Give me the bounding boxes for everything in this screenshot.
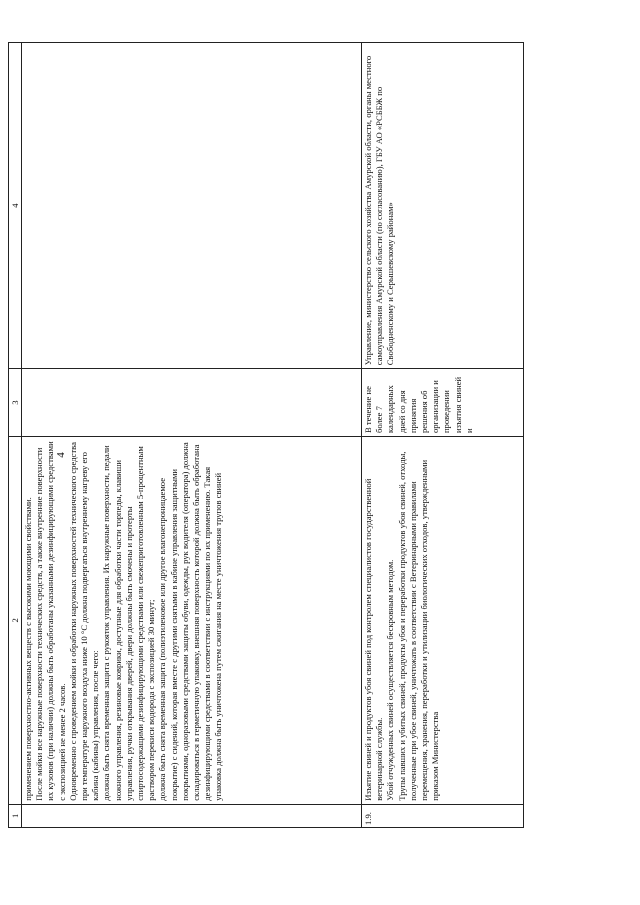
description-paragraph: должна быть снята временная защита (полиэтиленовое или другое влагонепроницаемое покрытие) с сидений, которая вместе с другими снятыми в кабине управления защитными покрытиями, одноразовыми средствами защиты обуви, одежды, рук водителя (оператора) должна складироваться в герметичную упаковку, внешняя поверхность которой должна быть обработана дезинфицирующими средствами в соответствии с инструкциями по их применению. Такая упаковка должна быть уничтожена путем сжигания на месте уничтожения трупов свиней	[157, 442, 224, 801]
description-paragraph: применением поверхностно-активных веществ с высокими моющими свойствами.	[23, 497, 33, 801]
table-row	[22, 43, 362, 828]
row-number: 1.9.	[362, 804, 524, 827]
description-paragraph: После мойки все наружные поверхности технических средств, а также внутренние поверхности их кузовов (при наличии) должны быть обработаны указанными дезинфицирующими средствами с экспозицией не менее 2 часов.	[34, 441, 67, 801]
measure-description	[22, 437, 362, 805]
responsible-cell	[22, 43, 362, 369]
description-paragraph: Изъятие свиней и продуктов убоя свиней под контролем специалистов государственной ветеринарной службы.	[363, 478, 385, 801]
deadline-cell	[22, 369, 362, 437]
page-number: 4	[54, 452, 67, 458]
responsible-cell: Управление, министерство сельского хозяйства Амурской области, органы местного самоуправления Амурской области (по согласованию), ГБУ АО «РСББЖ по Свободненскому и Серышевскому районам»	[362, 43, 524, 369]
table-row	[362, 43, 524, 828]
measures-table	[8, 42, 524, 828]
description-paragraph: Трупы павших и убитых свиней, продукты убоя и переработки продуктов убоя свиней, отходы, полученные при убое свиней, уничтожать в соответствии с Ветеринарными правилами перемещения, хранения, переработки и утилизации биологических отходов, утвержденными приказом Министерства	[396, 451, 441, 801]
deadline-cell: В течение не более 7 календарных дней со дня принятия решения об организации и проведении изъятия свиней и	[362, 369, 524, 437]
description-paragraph: должна быть снята временная защита с рукояток управления. Их наружные поверхности, педали ножного управления, резиновые коврики, доступные для обработки части торпеды, клавиши управления, ручки открывания дверей, двери должны быть смочены и протерты спиртосодержащими дезинфицирующими средствами или свежеприготовленным 5-процентным раствором перекиси водорода с экспозицией 30 минут;	[101, 445, 157, 801]
header-col-2: 2	[9, 437, 22, 805]
row-number	[22, 804, 362, 827]
measure-description	[362, 437, 524, 805]
header-col-4: 4	[9, 43, 22, 369]
header-col-1: 1	[9, 804, 22, 827]
description-paragraph: Одновременно с проведением мойки и обработки наружных поверхностей технического средства при температуре наружного воздуха ниже 10 °С должна подвергаться внутреннему нагреву его кабина (кабины) управления, после чего:	[67, 442, 101, 801]
header-col-3: 3	[9, 369, 22, 437]
table-header-row	[9, 43, 22, 828]
description-paragraph: Убой отчужденных свиней осуществляется бескровным методом.	[385, 559, 396, 801]
